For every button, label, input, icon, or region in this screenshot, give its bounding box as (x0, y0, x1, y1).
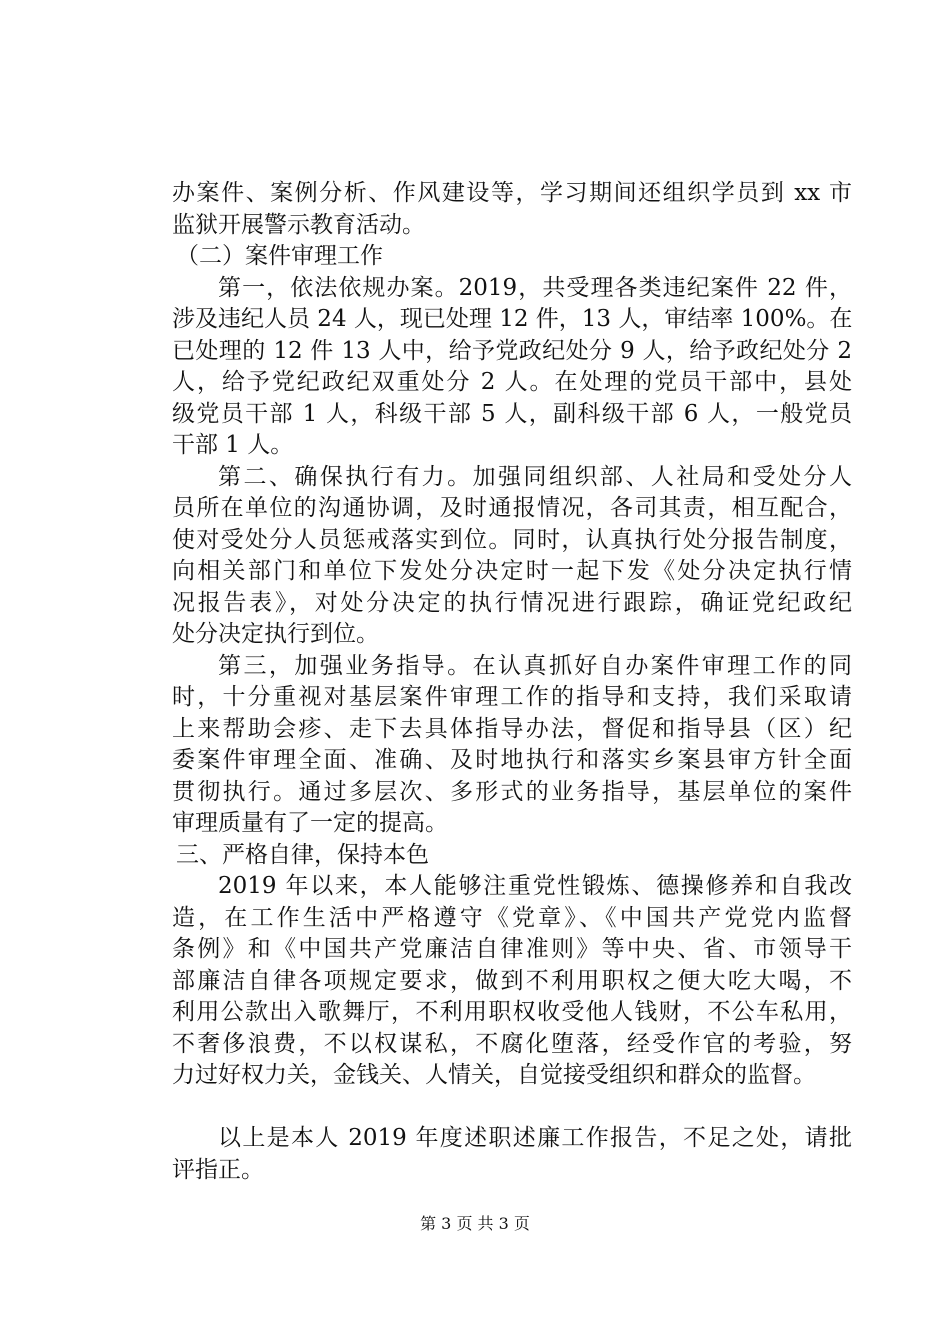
paragraph-second (172, 462, 852, 651)
text-line: 向相关部门和单位下发处分决定时一起下发《处分决定执行情 (172, 558, 852, 584)
text-line: 贯彻执行。通过多层次、多形式的业务指导，基层单位的案件 (172, 778, 852, 805)
section-heading-self-discipline (172, 840, 852, 872)
paragraph-closing (172, 1123, 852, 1186)
page-number-footer: 第 3 页 共 3 页 (420, 1214, 530, 1233)
heading-line: （二）案件审理工作 (176, 243, 383, 269)
text-line: 审理质量有了一定的提高。 (172, 810, 448, 836)
text-line: 办案件、案例分析、作风建设等，学习期间还组织学员到 xx 市 (172, 180, 852, 206)
heading-line: 三、严格自律，保持本色 (176, 841, 429, 868)
paragraph-first (172, 273, 852, 462)
section-heading-case-review (172, 241, 852, 273)
paragraph-continuation (172, 178, 852, 241)
paragraph-third (172, 651, 852, 840)
text-line: 2019 年以来，本人能够注重党性锻炼、德操修养和自我改 (218, 873, 852, 899)
text-line: 使对受处分人员惩戒落实到位。同时，认真执行处分报告制度， (172, 526, 852, 553)
text-line: 上来帮助会疹、走下去具体指导办法，督促和指导县（区）纪 (172, 715, 852, 742)
text-line: 况报告表》，对处分决定的执行情况进行跟踪，确证党纪政纪 (172, 589, 852, 616)
text-line: 不奢侈浪费，不以权谋私，不腐化堕落，经受作官的考验，努 (172, 1030, 852, 1057)
text-line: 力过好权力关，金钱关、人情关，自觉接受组织和群众的监督。 (172, 1062, 816, 1088)
text-line: 监狱开展警示教育活动。 (172, 211, 425, 238)
text-line: 条例》和《中国共产党廉洁自律准则》等中央、省、市领导干 (172, 936, 852, 962)
text-line: 时，十分重视对基层案件审理工作的指导和支持，我们采取请 (172, 684, 852, 710)
text-line: 委案件审理全面、准确、及时地执行和落实乡案县审方针全面 (172, 747, 852, 773)
text-line: 干部 1 人。 (172, 432, 294, 458)
text-line: 部廉洁自律各项规定要求，做到不利用职权之便大吃大喝，不 (172, 967, 852, 994)
text-line: 以上是本人 2019 年度述职述廉工作报告，不足之处，请批 (218, 1125, 852, 1151)
text-line: 第一，依法依规办案。2019，共受理各类违纪案件 22 件， (218, 274, 852, 301)
text-line: 造，在工作生活中严格遵守《党章》、《中国共产党党内监督 (172, 904, 852, 931)
text-line: 级党员干部 1 人，科级干部 5 人，副科级干部 6 人，一般党员 (172, 400, 852, 427)
text-line: 利用公款出入歌舞厅，不利用职权收受他人钱财，不公车私用， (172, 999, 852, 1025)
text-line: 评指正。 (172, 1156, 264, 1183)
paragraph-self-discipline (172, 871, 852, 1092)
text-line: 处分决定执行到位。 (172, 621, 379, 647)
document-body (172, 178, 852, 1186)
text-line: 人，给予党纪政纪双重处分 2 人。在处理的党员干部中，县处 (172, 369, 852, 395)
text-line: 第三，加强业务指导。在认真抓好自办案件审理工作的同 (218, 652, 852, 679)
text-line: 员所在单位的沟通协调，及时通报情况，各司其责，相互配合， (172, 495, 852, 521)
text-line: 涉及违纪人员 24 人，现已处理 12 件，13 人，审结率 100%。在 (172, 306, 853, 332)
text-line: 已处理的 12 件 13 人中，给予党政纪处分 9 人，给予政纪处分 2 (172, 337, 852, 364)
text-line: 第二、确保执行有力。加强同组织部、人社局和受处分人 (218, 463, 852, 490)
blank-line (172, 1092, 852, 1124)
